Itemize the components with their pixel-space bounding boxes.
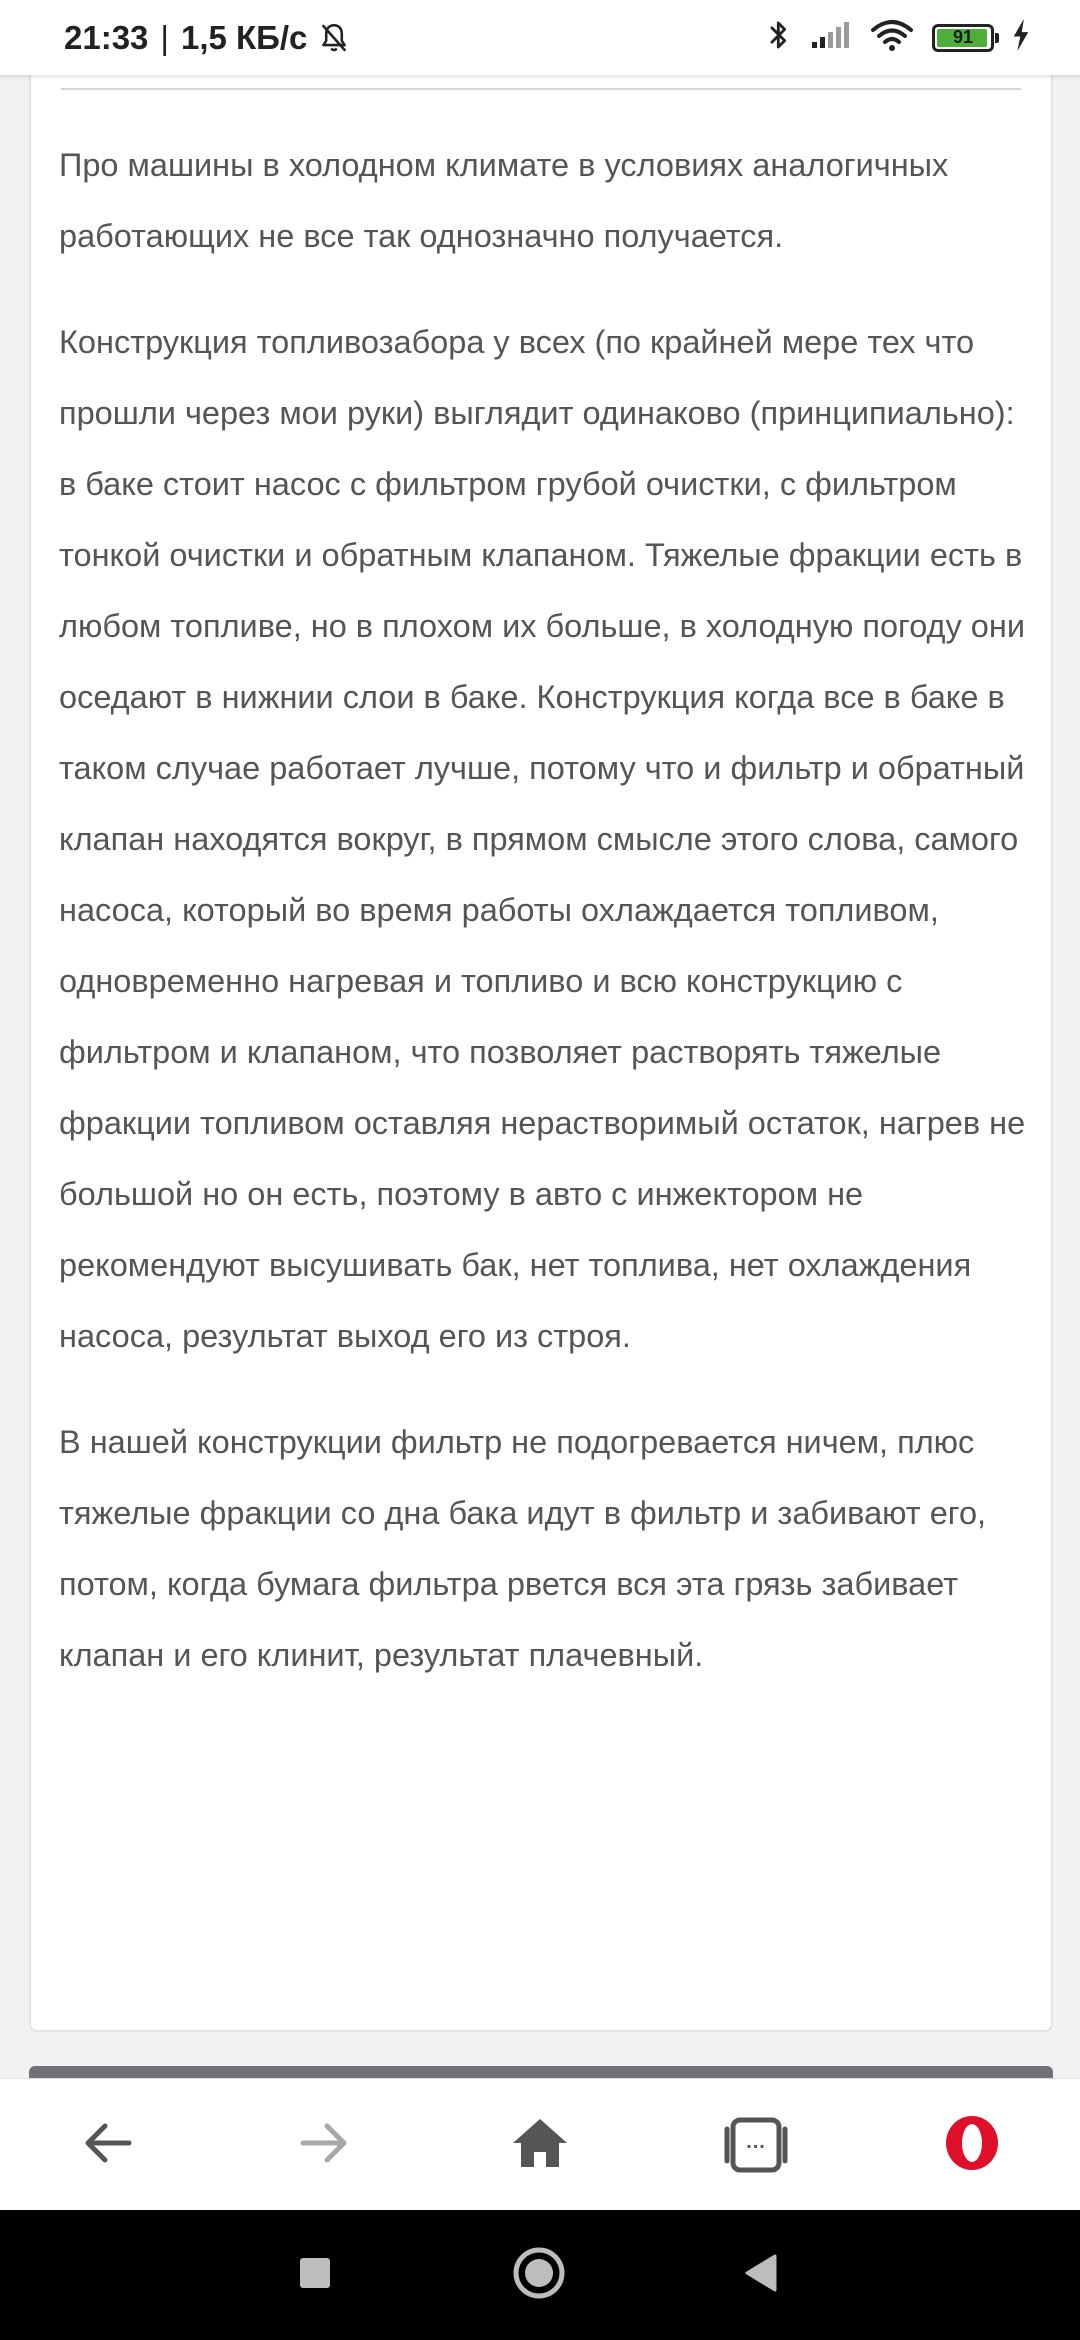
recents-square-icon [298,2256,332,2295]
recents-button[interactable] [270,2230,360,2320]
battery-level: 91 [952,27,974,47]
system-home-button[interactable] [494,2230,584,2320]
home-icon [511,2117,569,2174]
bell-off-icon [317,21,351,55]
tabs-button[interactable] [701,2090,811,2200]
comment-card [29,60,1053,2032]
charging-icon [1012,19,1030,56]
status-bar [0,0,1080,75]
signal-icon [810,20,852,55]
status-left [64,0,351,75]
browser-toolbar [0,2078,1080,2211]
paragraph-3: В нашей конструкции фильтр не подогревается ничем, плюс тяжелые фракции со дна бака идут в фильтр и забивают его, потом, когда бумага фильтра рвется вся эта грязь забивает клапан и его клинит, результат плачевный. [59,1424,987,1673]
forward-arrow-icon [299,2121,349,2170]
article-body [59,130,1039,1726]
status-separator: | [160,18,169,56]
opera-menu-icon [943,2114,1001,2177]
system-back-button[interactable] [716,2230,806,2320]
bluetooth-icon [766,18,792,57]
tabs-label: ... [746,2131,766,2153]
forward-button[interactable] [269,2090,379,2200]
network-speed: 1,5 КБ/с [180,18,308,56]
tabs-icon [723,2117,789,2173]
clock: 21:33 [64,18,149,56]
card-divider [61,88,1021,90]
system-nav-bar [0,2210,1080,2340]
back-triangle-icon [743,2253,779,2298]
back-button[interactable] [53,2090,163,2200]
back-arrow-icon [83,2121,133,2170]
wifi-icon [870,18,914,57]
home-button[interactable] [485,2090,595,2200]
opera-menu-button[interactable] [917,2090,1027,2200]
home-circle-icon [512,2246,566,2305]
paragraph-1: Про машины в холодном климате в условиях аналогичных работающих не все так однозначно получается. [59,147,949,254]
paragraph-2: Конструкция топливозабора у всех (по крайней мере тех что прошли через мои руки) выглядит одинаково (принципиально): в баке стоит насос с фильтром грубой очистки, с фильтром тонкой очистки и обратным клапаном. Тяжелые фракции есть в любом топливе, но в плохом их больше, в холодную погоду они оседают в нижнии слои в баке. Конструкция когда все в баке в таком случае работает лучше, потому что и фильтр и обратный клапан находятся вокруг, в прямом смысле этого слова, самого насоса, который во время работы охлаждается топливом, одновременно нагревая и топливо и всю конструкцию с фильтром и клапаном, что позволяет растворять тяжелые фракции топливом оставляя нерастворимый остаток, нагрев не большой но он есть, поэтому в авто с инжектором не рекомендуют высушивать бак, нет топлива, нет охлаждения насоса, результат выход его из строя. [59,324,1026,1354]
battery-icon [932,24,994,52]
status-right [766,0,1030,75]
